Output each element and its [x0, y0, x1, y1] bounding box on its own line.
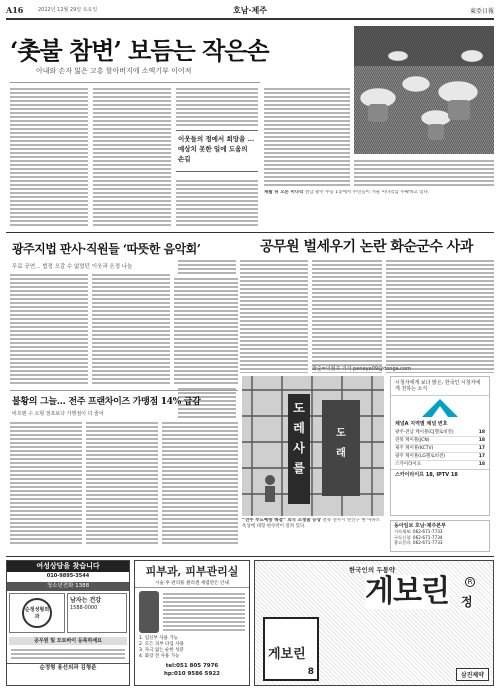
story3-byline: 화순=이형주 기자 peneye09@donga.com: [312, 366, 411, 372]
story2-column-1: [10, 272, 88, 386]
ad-left-body: [11, 647, 125, 661]
photo2-caption: [242, 518, 384, 548]
mid-rule: [6, 232, 494, 233]
story1-rule: [10, 82, 260, 83]
registered-mark: R: [465, 577, 475, 587]
geborin-ad: [254, 560, 494, 686]
photo1-caption-body: [354, 158, 494, 188]
svg-text:도: 도: [336, 428, 346, 439]
issue-date: 2012년 12월 29일 토요일: [38, 7, 98, 13]
ad-left-box5-name: 순정성형외과: [22, 598, 52, 628]
story3-column-3: [386, 258, 494, 373]
ad-center-phone2: hp:010 9586 5922: [164, 671, 220, 677]
office-box: [390, 520, 490, 552]
office-line: 구독신청: 062-671-7734: [394, 534, 443, 540]
photo2-caption-text: 전북 전주시 완산구 한 아파트 옥상에 대형 현수막이 걸려 있다.: [242, 518, 381, 529]
ad-left-box4-title: 공무원 및 오토바이 등록하세요: [9, 637, 127, 645]
sidebar-label: 시청자에게 보다 밝은, 한국인 시청자에게 전하는 소식: [391, 377, 489, 396]
story2-column-2: [92, 272, 170, 386]
story2-subheadline: 무료 공연… 법정 오갈 수 없었던 이웃과 온정 나눔: [12, 264, 133, 270]
office-title: 동아일보 호남·제주본부: [394, 523, 446, 529]
ad-center-copy: [163, 591, 245, 633]
channel-row: 전북 케이블(JCN) 18: [395, 438, 485, 443]
photo1-caption: [264, 190, 494, 228]
product-box-image: [263, 617, 319, 681]
channel-a-sidebar: [390, 376, 490, 516]
svg-text:레: 레: [293, 421, 305, 435]
channel-list: [391, 428, 489, 469]
ad-right-bottom-digit: 8: [307, 667, 314, 677]
ad-right-suffix: 정: [461, 595, 473, 609]
story1-pull-quote: 이웃들의 정에서 희망을 … 예상치 못한 일에 도움의 손길: [176, 130, 258, 172]
page-header: [6, 4, 494, 18]
ad-center-phone: tel:051 805 7976: [165, 663, 219, 669]
ad-rule: [6, 556, 494, 557]
ad-left-box1-phone: 010-9895-3544: [46, 573, 90, 579]
photo-banner-installation: [242, 376, 384, 516]
channel-row: 스카이라이프 18: [395, 462, 485, 467]
ad-right-company: 삼진제약: [456, 668, 489, 681]
classified-ads: [6, 560, 130, 686]
svg-text:를: 를: [293, 461, 305, 475]
story1-subheadline: 아내와 손자 잃은 고흥 할아버지에 소액기부 이어져: [36, 67, 192, 75]
svg-text:래: 래: [336, 448, 346, 459]
ad-left-footer: 순정형 용선외과 김형준: [7, 663, 129, 673]
photo1-caption-head: 재활 뒤 오른 미나리: [264, 190, 304, 195]
channel-row: 광주·전남 케이블(CJ헬로비전) 18: [395, 430, 485, 435]
ad-left-box2-title: 청소년전화 1388: [7, 582, 129, 591]
ad-right-bottom-brand: 게보린: [268, 647, 306, 662]
channel-list-title: 채널A 지역별 채널 번호: [395, 421, 448, 427]
ad-center-item: 3. 자극 없는 순한 성분: [139, 648, 184, 653]
photo2-caption-head: “전주 부도예방 해결” 외국 조형물 등장: [242, 518, 321, 523]
section-title: 호남·제주: [233, 6, 267, 15]
story1-column-3-bottom: [176, 178, 258, 228]
svg-text:사: 사: [293, 441, 305, 455]
story2-rule: [10, 390, 238, 391]
newspaper-brand: 東亞日報: [469, 8, 494, 15]
ad-center-title: 피부과, 피부관리실: [145, 565, 239, 578]
page-number: A16: [6, 5, 24, 15]
ad-center-item: 4. 화장 전 사용 가능: [139, 654, 180, 659]
skin-clinic-ad: [134, 560, 250, 686]
ad-left-box3-phone: 1588-0000: [70, 605, 98, 611]
story4-headline: 불황의 그늘… 전주 프랜차이즈 가맹점 14% 급감: [12, 397, 201, 407]
photo1-caption-text: 전남 광주 무등 1동에서 주민들이 겨울 미나리를 수확하고 있다.: [304, 190, 430, 195]
story2-headline: 광주지법 판사·직원들 ‘따뜻한 음악회’: [12, 242, 201, 256]
photo-farmworkers: [354, 26, 494, 154]
ad-left-box3-title: 남자는 건강: [70, 597, 102, 604]
ad-center-item: 2. 모든 피부 타입 사용: [139, 642, 184, 647]
ad-right-tagline: 한국인의 두통약: [349, 566, 396, 574]
story2-column-3: [174, 276, 238, 386]
ad-left-seal: [9, 593, 65, 633]
story4-column-3: [162, 420, 238, 546]
ad-left-health-box: [67, 593, 127, 633]
story1-column-2: [93, 86, 171, 228]
story1-column-1: [10, 86, 88, 228]
story1-column-4: [264, 86, 350, 186]
ad-center-subtitle: 시술 후 관리용 클리셴 세럼만은 안내: [135, 580, 249, 588]
channel-a-logo: [391, 396, 489, 420]
ad-center-item: 1. 임신부 사용 가능: [139, 636, 179, 641]
channel-a-icon: [420, 398, 460, 418]
sidebar-footer: 스카이라이프 18, IPTV 18: [391, 469, 489, 480]
story3-column-1: [240, 258, 308, 373]
story3-headline: 공무원 벌세우기 논란 화순군수 사과: [260, 239, 473, 255]
story4-subheadline: 비프랜 수 소형 점포보다 가맹점이 더 줄어: [12, 411, 104, 417]
office-line: 기사제보: 062-671-7733: [394, 529, 443, 534]
story4-column-2: [86, 420, 158, 546]
channel-row: 제주 케이블(KCTV) 17: [395, 446, 485, 451]
story4-column-1: [10, 420, 82, 546]
story1-column-3-top: [176, 86, 258, 126]
svg-text:도: 도: [293, 401, 305, 415]
ad-right-brand: 게보린: [365, 574, 449, 609]
product-bottle-image: [139, 591, 159, 633]
office-line: 광고문의: 062-671-7733: [394, 540, 443, 545]
story3-column-2: [312, 258, 382, 373]
story1-headline: ‘촛불 참변’ 보듬는 작은손: [10, 36, 269, 65]
header-rule: [6, 18, 494, 20]
ad-left-box1-title: 여성상담을 찾습니다: [7, 561, 129, 572]
channel-row: 광주 케이블(LG헬로비전) 17: [395, 454, 485, 459]
